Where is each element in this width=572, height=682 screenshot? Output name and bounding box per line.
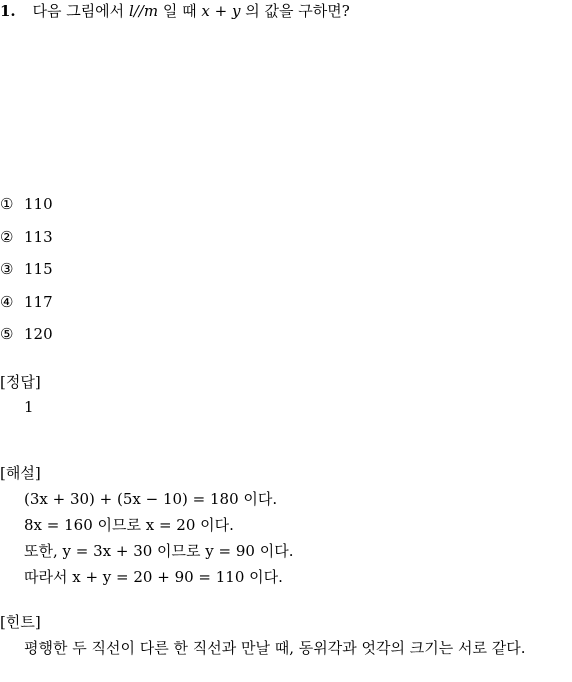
parallel-math: l//m [128, 2, 159, 20]
answer-heading: [정답] [0, 373, 41, 391]
choice-3-value: 115 [24, 260, 53, 278]
choice-5-value: 120 [24, 325, 53, 343]
choice-2-value: 113 [24, 228, 53, 246]
hint-heading: [힌트] [0, 613, 41, 631]
expression-math: x + y [201, 2, 241, 20]
choice-4[interactable] [0, 293, 53, 311]
hint-text: 평행한 두 직선이 다른 한 직선과 만날 때, 동위각과 엇각의 크기는 서로 같다. [24, 639, 526, 657]
figure-area [40, 30, 340, 190]
choice-4-mark: ④ [0, 293, 14, 311]
choice-3[interactable] [0, 260, 53, 278]
choice-2[interactable] [0, 228, 53, 246]
question-number: 1. [0, 2, 16, 20]
choice-2-mark: ② [0, 228, 14, 246]
choice-1-mark: ① [0, 195, 14, 213]
choice-3-mark: ③ [0, 260, 14, 278]
choice-5[interactable] [0, 325, 53, 343]
explanation-line-4: 따라서 x + y = 20 + 90 = 110 이다. [24, 568, 283, 586]
explanation-heading: [해설] [0, 464, 41, 482]
answer-value: 1 [24, 398, 34, 416]
choice-1[interactable] [0, 195, 53, 213]
explanation-line-2: 8x = 160 이므로 x = 20 이다. [24, 516, 234, 534]
explanation-line-3: 또한, y = 3x + 30 이므로 y = 90 이다. [24, 542, 294, 560]
choice-4-value: 117 [24, 293, 53, 311]
choice-1-value: 110 [24, 195, 53, 213]
question-text-mid: 일 때 [162, 2, 197, 20]
explanation-line-1: (3x + 30) + (5x − 10) = 180 이다. [24, 490, 278, 508]
question-text-post: 의 값을 구하면? [245, 2, 350, 20]
choice-5-mark: ⑤ [0, 325, 14, 343]
question-text-pre: 다음 그림에서 [32, 2, 125, 20]
question-line [0, 0, 350, 21]
